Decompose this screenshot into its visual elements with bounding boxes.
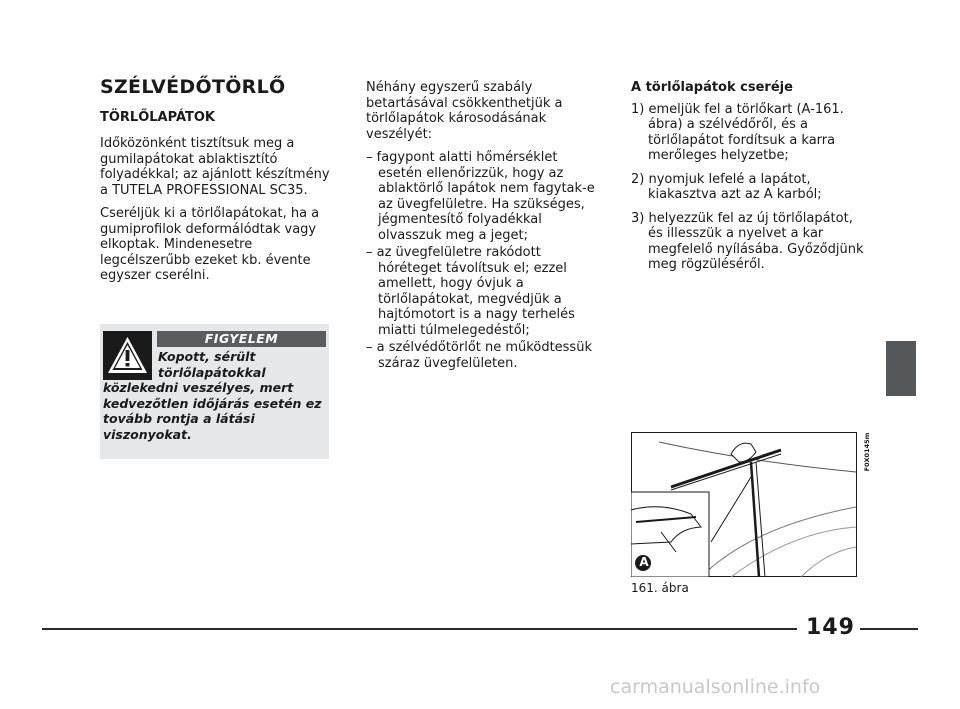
footer-rule-right	[860, 628, 918, 630]
page-number: 149	[806, 615, 855, 640]
footer-rule-left	[42, 628, 797, 630]
intro-paragraph: Néhány egyszerű szabály betartásával csökkenthetjük a törlőlapátok károsodásának veszélyét:	[366, 80, 563, 142]
wiper-figure	[631, 432, 857, 577]
tip-item-snow: – az üvegfelületre rakódott hóréteget távolítsuk el; ezzel amellett, hogy óvjuk a törlőlapátokat, megvédjük a hajtómotort is a nagy terhelés miatti túlmelegedéstől;	[366, 245, 575, 338]
paragraph-cleaning: Időközönként tisztítsuk meg a gumilapátokat ablaktisztító folyadékkal; az ajánlott készítmény a TUTELA PROFESSIONAL SC35.	[100, 136, 330, 198]
warning-text-body: közlekedni veszélyes, mert kedvezőtlen időjárás esetén ez tovább rontja a látási viszonyokat.	[103, 380, 322, 442]
step-2: 2) nyomjuk lefelé a lapátot, kiakasztva azt az A karból;	[631, 171, 822, 202]
chapter-tab	[886, 341, 916, 396]
middle-column	[366, 80, 602, 373]
warning-text-line-1: Kopott, sérült	[158, 349, 256, 364]
tip-item-frost: – fagypont alatti hőmérséklet esetén ellenőrizzük, hogy az ablaktörlő lapátok nem fagytak-e az üvegfelületre. Ha szükséges, jégmentesítő folyadékkal olvasszuk meg a jeget;	[366, 150, 595, 243]
subsection-title: TÖRLŐLAPÁTOK	[100, 110, 215, 125]
warning-triangle-icon	[103, 331, 152, 380]
figure-code: F0X0145m	[863, 432, 871, 472]
step-3: 3) helyezzük fel az új törlőlapátot, és illesszük a nyelvet a kar megfelelő nyílásába. Győződjünk meg rögzüléséről.	[631, 210, 864, 272]
figure-callout-label: A	[639, 555, 649, 569]
section-title: SZÉLVÉDŐTÖRLŐ	[100, 76, 286, 98]
left-column	[100, 136, 332, 292]
warning-text-line-2: törlőlapátokkal	[158, 364, 266, 380]
figure-caption: 161. ábra	[631, 581, 689, 595]
right-column	[631, 80, 867, 281]
warning-label: FIGYELEM	[157, 331, 326, 347]
replacement-heading: A törlőlapátok cseréje	[631, 80, 793, 95]
watermark: carmanualsonline.info	[610, 676, 821, 698]
figure-code-wrap	[862, 430, 872, 476]
tip-item-dry: – a szélvédőtörlőt ne működtessük száraz üvegfelületen.	[366, 340, 592, 371]
paragraph-replacement: Cseréljük ki a törlőlapátokat, ha a gumiprofilok deformálódtak vagy elkoptak. Mindenesetre legcélszerűbb ezeket kb. évente egyszer cserélni.	[100, 206, 320, 283]
step-1: 1) emeljük fel a törlőkart (A-161. ábra) a szélvédőről, és a törlőlapátot fordítsuk a karra merőleges helyzetbe;	[631, 101, 844, 163]
